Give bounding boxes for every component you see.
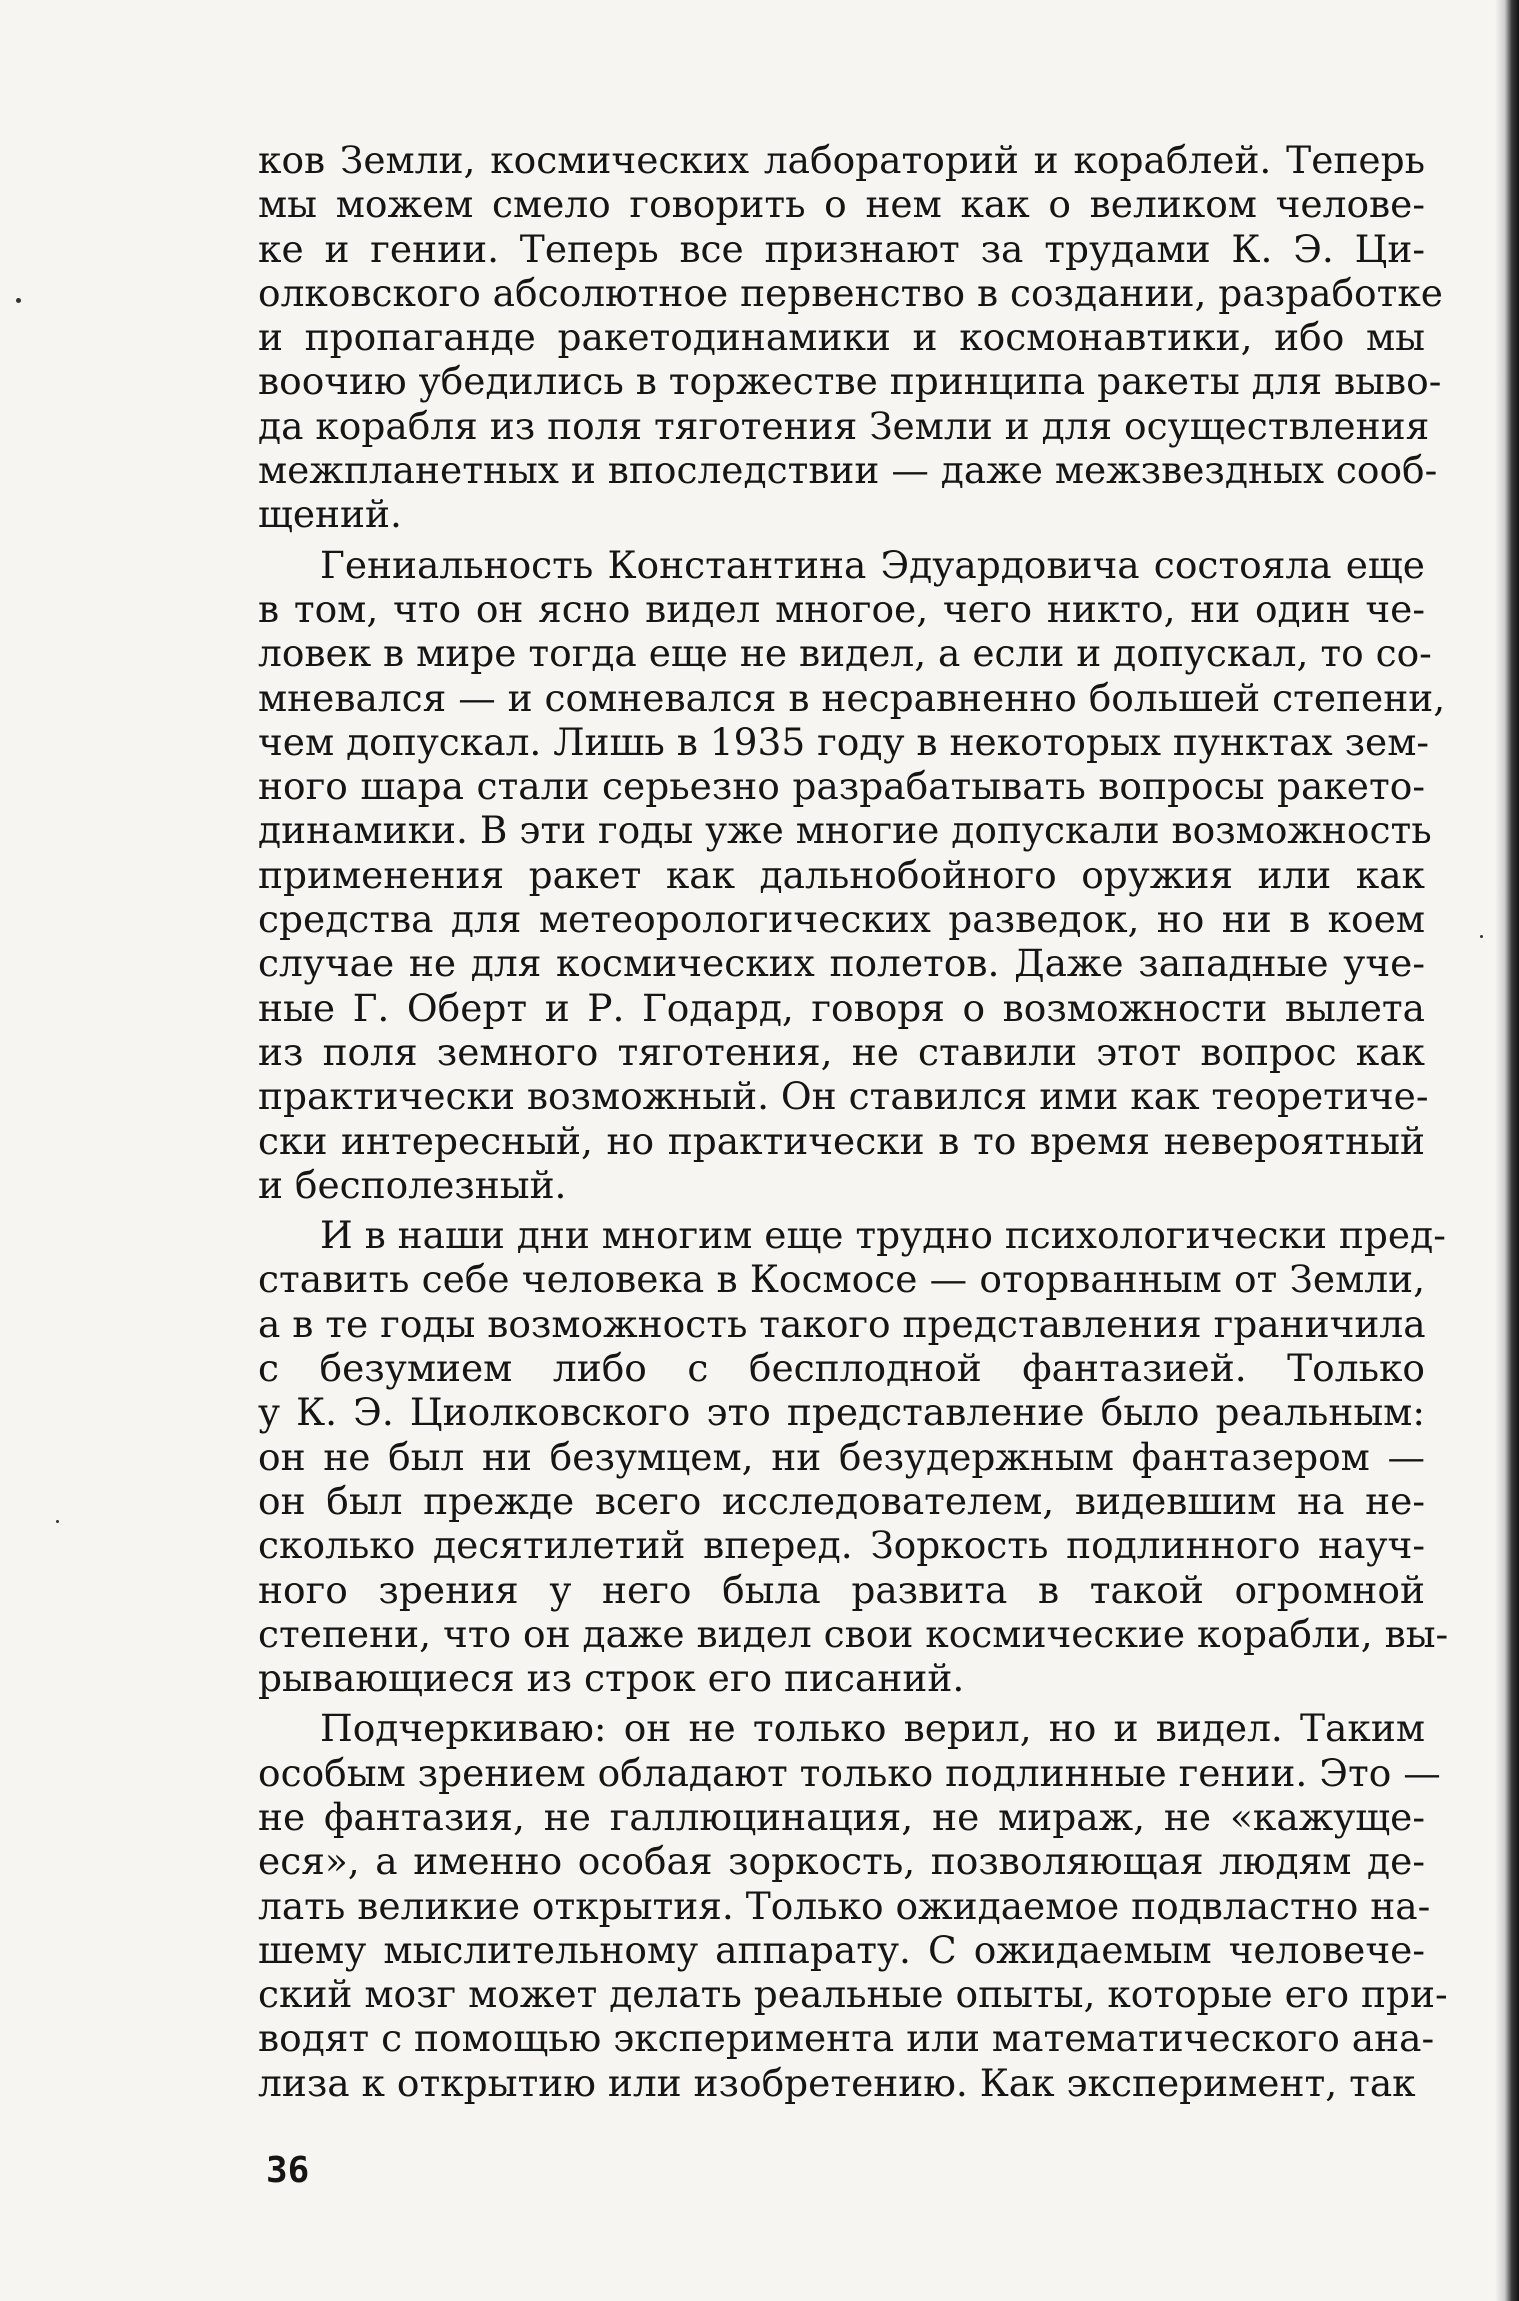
text-line: олковского абсолютное первенство в создании, разработке (258, 270, 1443, 315)
speck (1480, 935, 1483, 938)
text-line: рывающиеся из строк его писаний. (258, 1656, 965, 1701)
text-line: Подчеркиваю: он не только верил, но и видел. Таким (320, 1706, 1425, 1751)
page-number: 36 (266, 2150, 310, 2191)
paragraph (258, 138, 1443, 537)
text-line: а в те годы возможность такого представления граничила (258, 1301, 1426, 1346)
text-line: применения ракет как дальнобойного оружия или как (258, 852, 1425, 897)
text-line: и бесполезный. (258, 1162, 567, 1207)
text-line: И в наши дни многим еще трудно психологически пред- (320, 1213, 1446, 1258)
text-line: еся», а именно особая зоркость, позволяющая людям де- (258, 1839, 1425, 1884)
text-line: не фантазия, не галлюцинация, не мираж, не «кажуще- (258, 1794, 1425, 1839)
text-line: из поля земного тяготения, не ставили этот вопрос как (258, 1029, 1425, 1074)
text-line: мы можем смело говорить о нем как о великом челове- (258, 182, 1425, 227)
text-line: ного зрения у него была развита в такой огромной (258, 1567, 1425, 1612)
paragraph (258, 542, 1446, 1207)
text-line: степени, что он даже видел свои космические корабли, вы- (258, 1611, 1449, 1656)
text-line: у К. Э. Циолковского это представление было реальным: (258, 1390, 1425, 1435)
text-line: ставить себе человека в Космосе — оторванным от Земли, (258, 1257, 1425, 1302)
text-line: с безумием либо с бесплодной фантазией. Только (258, 1346, 1425, 1391)
text-line: ски интересный, но практически в то время невероятный (258, 1118, 1425, 1163)
speck (16, 298, 21, 303)
text-line: в том, что он ясно видел многое, чего никто, ни один че- (258, 586, 1425, 631)
text-line: динамики. В эти годы уже многие допускали возможность (258, 808, 1432, 853)
text-line: лиза к открытию или изобретению. Как эксперимент, так (258, 2060, 1416, 2105)
text-line: водят с помощью эксперимента или математического ана- (258, 2016, 1435, 2061)
text-line: практически возможный. Он ставился ими как теоретиче- (258, 1074, 1429, 1119)
text-line: воочию убедились в торжестве принципа ракеты для выво- (258, 359, 1442, 404)
text-line: Гениальность Константина Эдуардовича состояла еще (320, 542, 1425, 587)
text-line: шему мыслительному аппарату. С ожидаемым человече- (258, 1927, 1425, 1972)
text-line: ский мозг может делать реальные опыты, которые его при- (258, 1972, 1448, 2017)
text-line: ловек в мире тогда еще не видел, а если и допускал, то со- (258, 631, 1432, 676)
text-line: ные Г. Оберт и Р. Годард, говоря о возможности вылета (258, 985, 1425, 1030)
text-line: ков Земли, космических лабораторий и кораблей. Теперь (258, 138, 1425, 182)
text-line: щений. (258, 492, 402, 537)
text-line: мневался — и сомневался в несравненно большей степени, (258, 675, 1446, 720)
text-line: ного шара стали серьезно разрабатывать вопросы ракето- (258, 764, 1425, 809)
text-line: межпланетных и впоследствии — даже межзвездных сооб- (258, 448, 1438, 493)
text-line: и пропаганде ракетодинамики и космонавтики, ибо мы (258, 315, 1425, 360)
paragraph (258, 1706, 1448, 2105)
text-line: сколько десятилетий вперед. Зоркость подлинного науч- (258, 1523, 1425, 1568)
book-spine-shadow (1495, 0, 1519, 2301)
text-line: он был прежде всего исследователем, видевшим на не- (258, 1478, 1425, 1523)
text-line: средства для метеорологических разведок, но ни в коем (258, 897, 1425, 942)
text-line: случае не для космических полетов. Даже западные уче- (258, 941, 1425, 986)
text-line: особым зрением обладают только подлинные гении. Это — (258, 1750, 1441, 1795)
page-text (258, 138, 1449, 2105)
paragraph (258, 1213, 1449, 1701)
text-line: он не был ни безумцем, ни безудержным фантазером — (258, 1434, 1425, 1479)
speck (56, 1520, 59, 1523)
text-line: да корабля из поля тяготения Земли и для осуществления (258, 403, 1430, 448)
text-line: лать великие открытия. Только ожидаемое подвластно на- (258, 1883, 1431, 1928)
text-line: чем допускал. Лишь в 1935 году в некоторых пунктах зем- (258, 719, 1430, 764)
text-line: ке и гении. Теперь все признают за трудами К. Э. Ци- (258, 226, 1425, 271)
